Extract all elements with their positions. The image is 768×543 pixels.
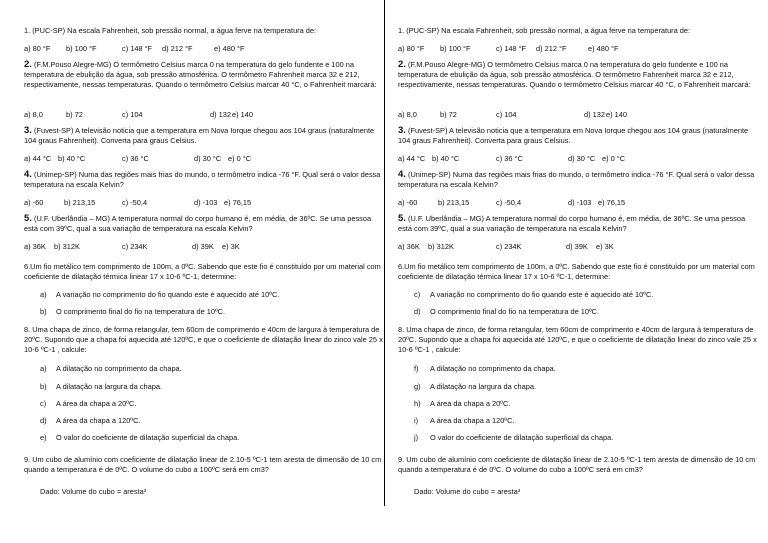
option: b) 100 °F — [440, 44, 471, 53]
question-number: 4. — [24, 169, 32, 180]
option: d) 30 °C — [194, 154, 222, 163]
option: b) 312K — [54, 242, 80, 251]
option: b) 40 °C — [432, 154, 460, 163]
item-text: O comprimento final do fio na temperatura de 10ºC. — [430, 307, 600, 316]
question-1-text: 1. (PUC-SP) Na escala Fahrenheit, sob pressão normal, a água ferve na temperatura de: — [398, 26, 691, 35]
question-9-note: Dado: Volume do cubo = aresta³ — [40, 487, 147, 496]
item-text: O valor do coeficiente de dilatação superficial da chapa. — [56, 433, 240, 442]
item-text: O comprimento final do fio na temperatura de 10ºC. — [56, 307, 226, 316]
right-column — [398, 0, 760, 543]
question-1-text: 1. (PUC-SP) Na escala Fahrenheit, sob pressão normal, a água ferve na temperatura de: — [24, 26, 317, 35]
option: e) 3K — [222, 242, 240, 251]
left-column — [24, 0, 386, 543]
question-8-item — [414, 399, 510, 409]
option: c) 234K — [496, 242, 522, 251]
question-number: 3. — [24, 125, 32, 136]
question-8-text: 8. Uma chapa de zinco, de forma retangular, tem 60cm de comprimento e 40cm de largura à temperatura de 20ºC. Supondo que a chapa foi aquecida até 120ºC, e que o coeficiente de dilatação linear do zinco vale 25 x 10-6 ºC-1 , calcule: — [398, 325, 757, 354]
question-8-item — [40, 433, 239, 443]
question-2-options — [398, 110, 627, 120]
question-text: (Unimep-SP) Numa das regiões mais frias do mundo, o termômetro indica -76 °F. Qual será o valor dessa temperatura na escala Kelvin? — [24, 170, 381, 189]
item-letter: c) — [414, 290, 421, 299]
option: e) 140 — [232, 110, 253, 119]
option: e) 480 °F — [588, 44, 619, 53]
question-6-item — [414, 290, 653, 300]
question-3 — [24, 126, 386, 146]
question-2 — [398, 60, 760, 90]
option: d) 39K — [566, 242, 588, 251]
item-letter: a) — [40, 364, 47, 373]
option: e) 76,15 — [224, 198, 252, 207]
option: a) 8,0 — [398, 110, 417, 119]
item-text: A dilatação na largura da chapa. — [56, 382, 163, 391]
option: c) 148 °F — [122, 44, 153, 53]
question-6-item — [40, 307, 225, 317]
question-number: 4. — [398, 169, 406, 180]
item-text: O valor do coeficiente de dilatação superficial da chapa. — [430, 433, 614, 442]
question-9-text: 9. Um cubo de alumínio com coeficiente de dilatação linear de 2.10-5 ºC-1 tem aresta de dimensão de 10 cm quando a temperatura é de 0ºC. O volume do cubo a 100ºC será em cm3? — [24, 455, 382, 474]
option: a) 8,0 — [24, 110, 43, 119]
question-2 — [24, 60, 386, 90]
option: e) 140 — [606, 110, 627, 119]
item-letter: h) — [414, 399, 421, 408]
question-8-item — [40, 382, 162, 392]
item-text: A dilatação na largura da chapa. — [430, 382, 537, 391]
question-2-options — [24, 110, 253, 120]
item-letter: b) — [40, 382, 47, 391]
option: c) 104 — [122, 110, 143, 119]
option: b) 72 — [66, 110, 83, 119]
option: c) 36 °C — [496, 154, 523, 163]
option: e) 480 °F — [214, 44, 245, 53]
question-number: 5. — [398, 213, 406, 224]
option: c) 104 — [496, 110, 517, 119]
question-8-text: 8. Uma chapa de zinco, de forma retangular, tem 60cm de comprimento e 40cm de largura à temperatura de 20ºC. Supondo que a chapa foi aquecida até 120ºC, e que o coeficiente de dilatação linear do zinco vale 25 x 10-6 ºC-1 , calcule: — [24, 325, 383, 354]
option: d) 132 — [584, 110, 605, 119]
question-number: 5. — [24, 213, 32, 224]
option: a) -60 — [398, 198, 418, 207]
option: d) 212 °F — [536, 44, 567, 53]
option: a) 44 °C — [398, 154, 426, 163]
question-number: 2. — [24, 59, 32, 70]
option: b) 213,15 — [438, 198, 470, 207]
question-8-item — [414, 416, 514, 426]
item-text: A variação no comprimento do fio quando este é aquecido até 10ºC. — [56, 290, 280, 299]
option: e) 76,15 — [598, 198, 626, 207]
question-6-item — [414, 307, 599, 317]
item-letter: e) — [40, 433, 47, 442]
option: c) 36 °C — [122, 154, 149, 163]
item-letter: b) — [40, 307, 47, 316]
question-4-options — [24, 198, 251, 208]
question-9-text: 9. Um cubo de alumínio com coeficiente de dilatação linear de 2.10-5 ºC-1 tem aresta de dimensão de 10 cm quando a temperatura é de 0ºC. O volume do cubo a 100ºC será em cm3? — [398, 455, 756, 474]
question-4-options — [398, 198, 625, 208]
item-letter: d) — [414, 307, 421, 316]
item-text: A área da chapa a 20ºC. — [430, 399, 511, 408]
question-1-options — [398, 44, 618, 54]
item-letter: a) — [40, 290, 47, 299]
question-text: (F.M.Pouso Alegre-MG) O termômetro Celsius marca 0 na temperatura do gelo fundente e 100 na temperatura de ebulição da água, sob pressão atmosférica. O termômetro Fahrenheit marca 32 e 212, respectivamente, nessas temperaturas. Quando o termômetro Celsius marcar 40 °C, o Fahrenheit marcará: — [24, 60, 377, 89]
option: b) 40 °C — [58, 154, 86, 163]
question-4 — [398, 170, 760, 190]
option: a) 80 °F — [398, 44, 425, 53]
option: a) -60 — [24, 198, 44, 207]
option: c) -50,4 — [496, 198, 522, 207]
question-text: (Unimep-SP) Numa das regiões mais frias do mundo, o termômetro indica -76 °F. Qual será o valor dessa temperatura na escala Kelvin? — [398, 170, 755, 189]
item-letter: f) — [414, 364, 419, 373]
question-text: (Fuvest-SP) A televisão noticia que a temperatura em Nova Iorque chegou aos 104 graus (naturalmente 104 graus Fahrenheit). Converta para graus Celsius. — [398, 126, 749, 145]
question-8-item — [40, 364, 182, 374]
item-text: A variação no comprimento do fio quando este é aquecido até 10ºC. — [430, 290, 654, 299]
option: d) 30 °C — [568, 154, 596, 163]
question-8-item — [414, 382, 536, 392]
question-text: (Fuvest-SP) A televisão noticia que a temperatura em Nova Iorque chegou aos 104 graus (naturalmente 104 graus Fahrenheit). Converta para graus Celsius. — [24, 126, 375, 145]
question-5-options — [398, 242, 614, 252]
item-text: A área da chapa a 120ºC. — [56, 416, 141, 425]
question-5-options — [24, 242, 240, 252]
option: b) 312K — [428, 242, 454, 251]
question-3 — [398, 126, 760, 146]
item-letter: j) — [414, 433, 419, 442]
option: e) 0 °C — [602, 154, 626, 163]
question-3-options — [398, 154, 625, 164]
question-number: 3. — [398, 125, 406, 136]
option: d) -103 — [194, 198, 218, 207]
question-text: (U.F. Uberlândia – MG) A temperatura normal do corpo humano é, em média, de 36ºC. Se uma pessoa está com 39ºC, qual a sua variação de temperatura na escala Kelvin? — [24, 214, 372, 233]
option: d) -103 — [568, 198, 592, 207]
option: e) 0 °C — [228, 154, 252, 163]
item-text: A área da chapa a 20ºC. — [56, 399, 137, 408]
option: a) 80 °F — [24, 44, 51, 53]
option: a) 44 °C — [24, 154, 52, 163]
question-text: (U.F. Uberlândia – MG) A temperatura normal do corpo humano é, em média, de 36ºC. Se uma pessoa está com 39ºC, qual a sua variação de temperatura na escala Kelvin? — [398, 214, 746, 233]
option: d) 132 — [210, 110, 231, 119]
question-9-note: Dado: Volume do cubo = aresta³ — [414, 487, 521, 496]
question-8-item — [414, 364, 556, 374]
question-8-item — [40, 416, 140, 426]
item-letter: d) — [40, 416, 47, 425]
option: d) 39K — [192, 242, 214, 251]
item-text: A dilatação no comprimento da chapa. — [56, 364, 182, 373]
question-5 — [398, 214, 760, 234]
option: d) 212 °F — [162, 44, 193, 53]
option: a) 36K — [398, 242, 420, 251]
question-6-item — [40, 290, 279, 300]
question-8-item — [414, 433, 613, 443]
item-text: A área da chapa a 120ºC. — [430, 416, 515, 425]
question-number: 2. — [398, 59, 406, 70]
question-5 — [24, 214, 386, 234]
option: a) 36K — [24, 242, 46, 251]
option: b) 213,15 — [64, 198, 96, 207]
item-letter: c) — [40, 399, 47, 408]
option: c) 234K — [122, 242, 148, 251]
question-text: (F.M.Pouso Alegre-MG) O termômetro Celsius marca 0 na temperatura do gelo fundente e 100 na temperatura de ebulição da água, sob pressão atmosférica. O termômetro Fahrenheit marca 32 e 212, respectivamente, nessas temperaturas. Quando o termômetro Celsius marcar 40 °C, o Fahrenheit marcará: — [398, 60, 751, 89]
question-4 — [24, 170, 386, 190]
question-6-text: 6.Um fio metálico tem comprimento de 100m, a 0ºC. Sabendo que este fio é constituído por um material com coeficiente de dilatação térmica linear 17 x 10-6 ºC-1, determine: — [24, 262, 381, 281]
option: c) -50,4 — [122, 198, 148, 207]
option: b) 72 — [440, 110, 457, 119]
item-letter: g) — [414, 382, 421, 391]
option: e) 3K — [596, 242, 614, 251]
option: b) 100 °F — [66, 44, 97, 53]
question-6-text: 6.Um fio metálico tem comprimento de 100m, a 0ºC. Sabendo que este fio é constituído por um material com coeficiente de dilatação térmica linear 17 x 10-6 ºC-1, determine: — [398, 262, 755, 281]
item-text: A dilatação no comprimento da chapa. — [430, 364, 556, 373]
item-letter: i) — [414, 416, 419, 425]
question-3-options — [24, 154, 251, 164]
option: c) 148 °F — [496, 44, 527, 53]
question-1-options — [24, 44, 244, 54]
question-8-item — [40, 399, 136, 409]
